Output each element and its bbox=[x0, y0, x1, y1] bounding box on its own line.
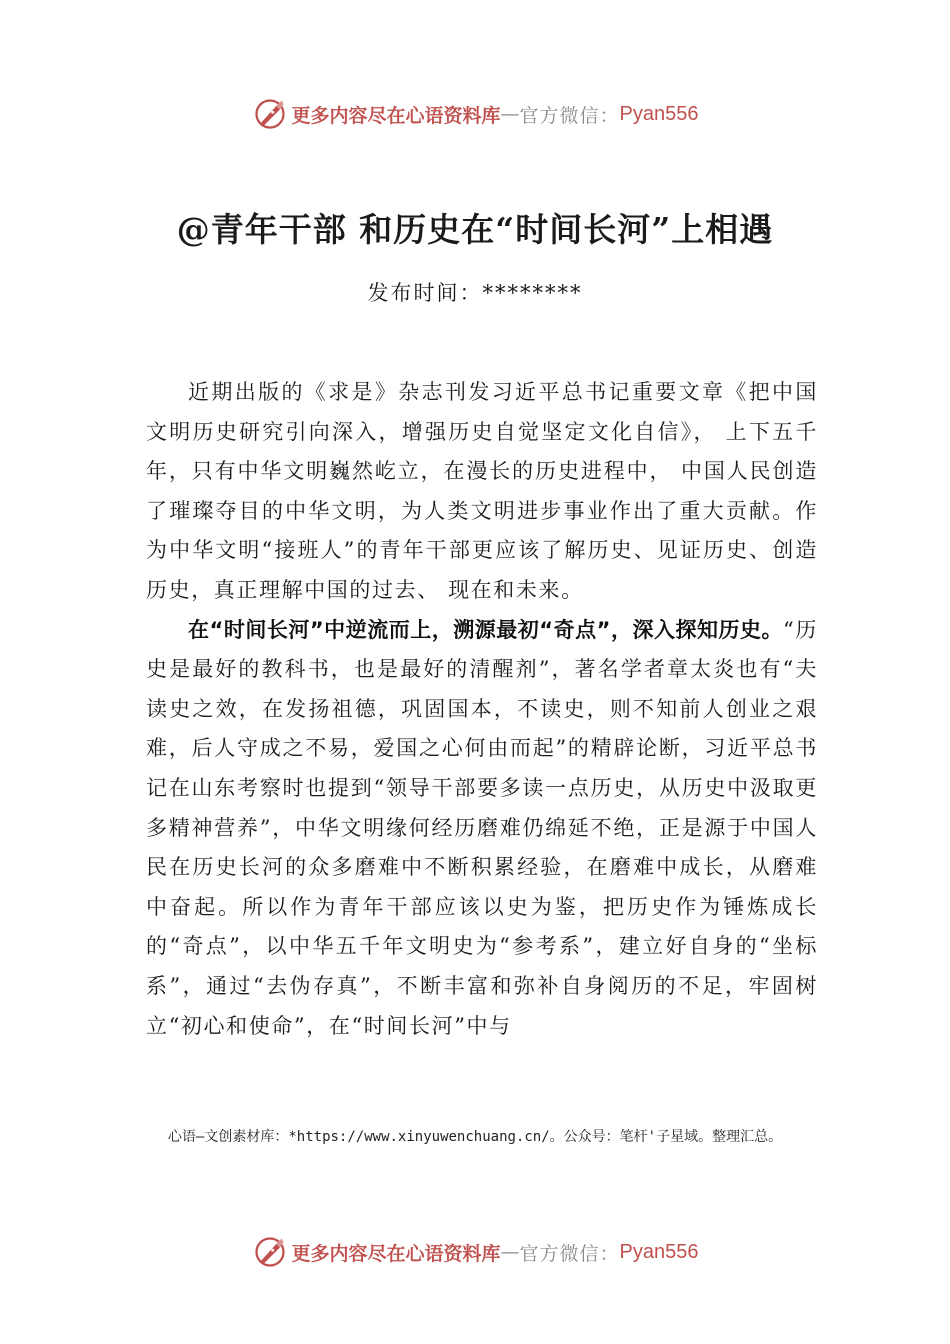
paragraph-intro bbox=[146, 373, 818, 611]
pen-nib-logo-icon bbox=[252, 1234, 288, 1270]
footer-banner bbox=[0, 1232, 950, 1272]
banner-wechat-label: 官方微信： bbox=[519, 1242, 620, 1265]
banner-wechat-id: Pyan556 bbox=[619, 1240, 699, 1263]
banner-dash: — bbox=[500, 1241, 520, 1263]
banner-main-text: 更多内容尽在心语资料库 bbox=[291, 1242, 501, 1265]
paragraph-lead: 在“时间长河”中逆流而上，溯源最初“奇点”，深入探知历史。 bbox=[188, 617, 784, 642]
paragraph-text: 近期出版的《求是》杂志刊发习近平总书记重要文章《把中国文明历史研究引向深入，增强历史自觉坚定文化自信》， 上下五千年，只有中华文明巍然屹立，在漫长的历史进程中， 中国人民创造了璀璨夺目的中华文明，为人类文明进步事业作出了重大贡献。作为中华文明“接班人”的青年干部更应该了解历史、见证历史、创造历史，真正理解中国的过去、 现在和未来。 bbox=[146, 380, 818, 602]
banner-main-text: 更多内容尽在心语资料库 bbox=[291, 104, 501, 127]
banner-dash: — bbox=[500, 103, 520, 125]
article-title: @青年干部 和历史在“时间长河”上相遇 bbox=[176, 210, 774, 249]
paragraph-text: “历史是最好的教科书，也是最好的清醒剂”，著名学者章太炎也有“夫读史之效，在发扬祖德，巩固国本，不读史，则不知前人创业之艰难，后人守成之不易，爱国之心何由而起”的精辟论断，习近平总书记在山东考察时也提到“领导干部要多读一点历史，从历史中汲取更多精神营养”，中华文明缘何经历磨难仍绵延不绝，正是源于中国人民在历史长河的众多磨难中不断积累经验，在磨难中成长，从磨难中奋起。所以作为青年干部应该以史为鉴，把历史作为锤炼成长的“奇点”，以中华五千年文明史为“参考系”，建立好自身的“坐标系”，通过“去伪存真”，不断丰富和弥补自身阅历的不足，牢固树立“初心和使命”，在“时间长河”中与 bbox=[146, 617, 818, 1038]
publish-date: 发布时间：******** bbox=[367, 281, 583, 305]
article-body bbox=[146, 373, 818, 1046]
banner-wechat-id: Pyan556 bbox=[619, 102, 699, 125]
paragraph-history bbox=[146, 611, 818, 1047]
source-note: 心语—文创素材库：*https://www.xinyuwenchuang.cn/。公众号：笔杆'子星域。整理汇总。 bbox=[167, 1129, 783, 1145]
pen-nib-logo-icon bbox=[252, 96, 288, 132]
header-banner bbox=[0, 94, 950, 134]
banner-wechat-label: 官方微信： bbox=[519, 104, 620, 127]
